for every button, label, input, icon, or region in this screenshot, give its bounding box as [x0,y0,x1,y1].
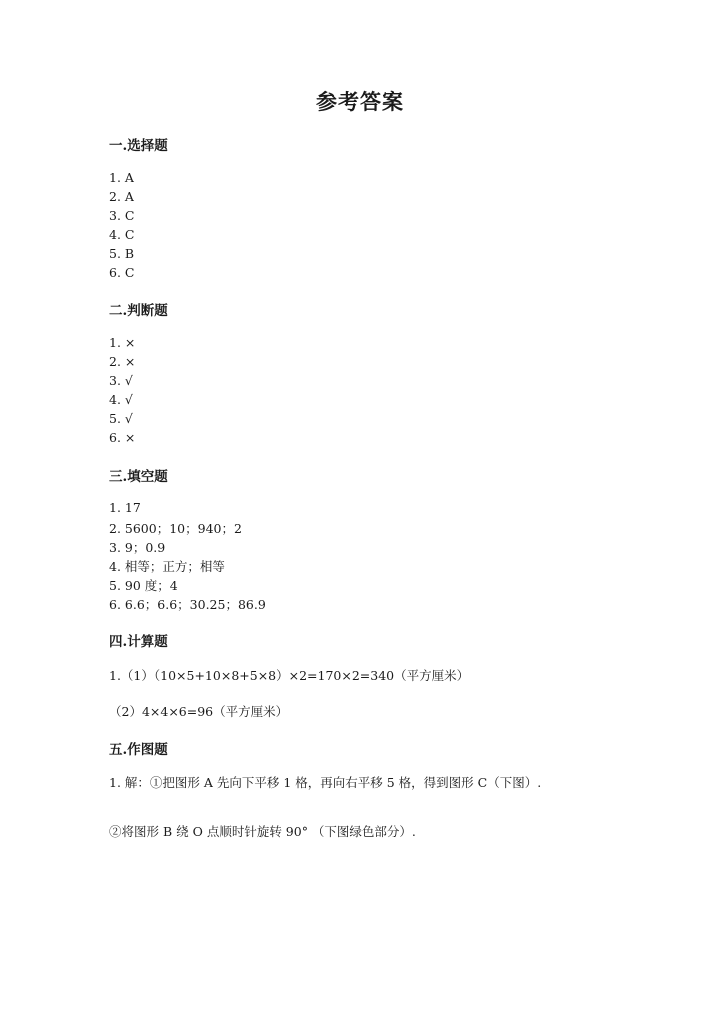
judgement-answer-4: 4. √ [109,392,133,407]
judgement-answer-1: 1. × [109,335,136,350]
choice-answer-3: 3. C [109,208,135,223]
choice-answer-5: 5. B [109,246,135,261]
fill-blank-answer-4: 4. 相等；正方；相等 [109,559,225,574]
drawing-answer-2: ②将图形 B 绕 O 点顺时针旋转 90° （下图绿色部分）. [109,824,416,839]
drawing-answer-1: 1. 解：①把图形 A 先向下平移 1 格，再向右平移 5 格，得到图形 C（下图）. [109,775,542,790]
calculation-answer-2: （2）4×4×6=96（平方厘米） [109,704,289,719]
section-heading-fill-blank: 三.填空题 [109,469,168,485]
section-heading-choice: 一.选择题 [109,138,168,154]
judgement-answer-2: 2. × [109,354,136,369]
choice-answer-6: 6. C [109,265,135,280]
judgement-answer-3: 3. √ [109,373,133,388]
section-heading-judgement: 二.判断题 [109,303,168,319]
choice-answer-4: 4. C [109,227,135,242]
section-heading-drawing: 五.作图题 [109,742,168,758]
fill-blank-answer-2: 2. 5600；10；940；2 [109,521,242,536]
section-heading-calculation: 四.计算题 [109,634,168,650]
judgement-answer-6: 6. × [109,430,136,445]
fill-blank-answer-5: 5. 90 度；4 [109,578,178,593]
fill-blank-answer-1: 1. 17 [109,500,141,515]
page-title: 参考答案 [316,89,404,114]
fill-blank-answer-3: 3. 9；0.9 [109,540,166,555]
judgement-answer-5: 5. √ [109,411,133,426]
fill-blank-answer-6: 6. 6.6；6.6；30.25；86.9 [109,597,266,612]
choice-answer-1: 1. A [109,170,134,185]
choice-answer-2: 2. A [109,189,134,204]
calculation-answer-1: 1.（1）（10×5+10×8+5×8）×2=170×2=340（平方厘米） [109,668,470,683]
